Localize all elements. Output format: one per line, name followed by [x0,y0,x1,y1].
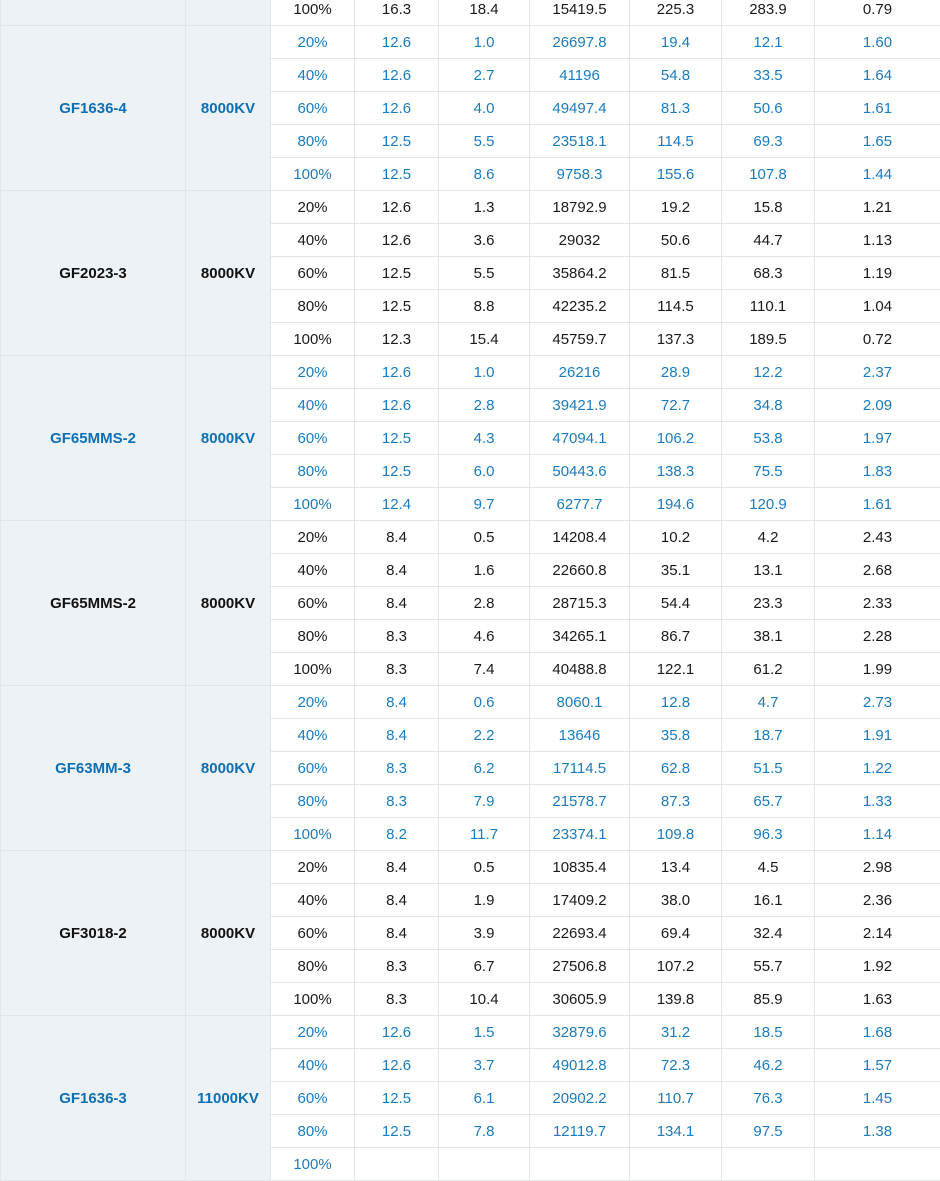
power-cell: 46.2 [722,1049,815,1082]
power-cell: 12.1 [722,26,815,59]
throttle-cell: 40% [271,1049,355,1082]
efficiency-cell: 1.13 [815,224,940,257]
thrust-cell: 139.8 [630,983,722,1016]
efficiency-cell: 1.33 [815,785,940,818]
throttle-cell: 20% [271,191,355,224]
efficiency-cell: 2.43 [815,521,940,554]
power-cell: 4.7 [722,686,815,719]
current-cell: 18.4 [439,0,530,26]
thrust-cell: 72.3 [630,1049,722,1082]
thrust-cell: 28.9 [630,356,722,389]
thrust-cell: 87.3 [630,785,722,818]
voltage-cell: 12.3 [355,323,439,356]
throttle-cell: 40% [271,224,355,257]
rpm-cell: 27506.8 [530,950,630,983]
throttle-cell: 60% [271,422,355,455]
efficiency-cell: 1.97 [815,422,940,455]
efficiency-cell [815,1148,940,1181]
efficiency-cell: 1.63 [815,983,940,1016]
efficiency-cell: 2.98 [815,851,940,884]
power-cell: 53.8 [722,422,815,455]
power-cell: 50.6 [722,92,815,125]
voltage-cell: 12.6 [355,191,439,224]
table-row [1,1016,940,1049]
power-cell: 96.3 [722,818,815,851]
model-cell: GF1636-4 [1,26,186,191]
efficiency-cell: 1.44 [815,158,940,191]
current-cell: 2.8 [439,587,530,620]
rpm-cell: 28715.3 [530,587,630,620]
power-cell: 34.8 [722,389,815,422]
table-row [1,521,940,554]
voltage-cell: 8.3 [355,983,439,1016]
throttle-cell: 80% [271,620,355,653]
current-cell: 1.0 [439,356,530,389]
efficiency-cell: 1.60 [815,26,940,59]
thrust-cell: 122.1 [630,653,722,686]
efficiency-cell: 1.21 [815,191,940,224]
throttle-cell: 20% [271,686,355,719]
rpm-cell: 12119.7 [530,1115,630,1148]
model-cell: GF3018-2 [1,851,186,1016]
voltage-cell: 8.4 [355,686,439,719]
throttle-cell: 40% [271,59,355,92]
power-cell: 12.2 [722,356,815,389]
throttle-cell: 60% [271,1082,355,1115]
current-cell: 3.7 [439,1049,530,1082]
voltage-cell: 12.6 [355,356,439,389]
efficiency-cell: 1.91 [815,719,940,752]
efficiency-cell: 2.28 [815,620,940,653]
throttle-cell: 100% [271,653,355,686]
rpm-cell: 15419.5 [530,0,630,26]
efficiency-cell: 1.61 [815,488,940,521]
power-cell: 107.8 [722,158,815,191]
efficiency-cell: 0.79 [815,0,940,26]
rpm-cell: 29032 [530,224,630,257]
throttle-cell: 60% [271,92,355,125]
current-cell: 2.2 [439,719,530,752]
power-cell: 65.7 [722,785,815,818]
voltage-cell: 8.3 [355,653,439,686]
current-cell: 0.5 [439,521,530,554]
throttle-cell: 80% [271,125,355,158]
thrust-cell: 134.1 [630,1115,722,1148]
power-cell [722,1148,815,1181]
table-body [1,0,940,1181]
current-cell [439,1148,530,1181]
current-cell: 8.8 [439,290,530,323]
current-cell: 0.5 [439,851,530,884]
efficiency-cell: 1.99 [815,653,940,686]
rpm-cell [530,1148,630,1181]
voltage-cell: 12.6 [355,1016,439,1049]
power-cell: 97.5 [722,1115,815,1148]
voltage-cell: 8.4 [355,851,439,884]
power-cell: 4.5 [722,851,815,884]
rpm-cell: 23518.1 [530,125,630,158]
rpm-cell: 20902.2 [530,1082,630,1115]
current-cell: 1.6 [439,554,530,587]
thrust-cell: 69.4 [630,917,722,950]
current-cell: 1.5 [439,1016,530,1049]
kv-cell: 8000KV [186,851,271,1016]
voltage-cell: 8.4 [355,884,439,917]
kv-cell: 11000KV [186,1016,271,1181]
current-cell: 2.7 [439,59,530,92]
current-cell: 4.6 [439,620,530,653]
current-cell: 4.3 [439,422,530,455]
throttle-cell: 100% [271,983,355,1016]
efficiency-cell: 1.83 [815,455,940,488]
thrust-cell: 19.2 [630,191,722,224]
throttle-cell: 40% [271,719,355,752]
power-cell: 120.9 [722,488,815,521]
efficiency-cell: 2.09 [815,389,940,422]
thrust-cell [630,1148,722,1181]
efficiency-cell: 1.65 [815,125,940,158]
voltage-cell: 8.4 [355,587,439,620]
thrust-cell: 110.7 [630,1082,722,1115]
power-cell: 15.8 [722,191,815,224]
thrust-cell: 81.5 [630,257,722,290]
power-cell: 38.1 [722,620,815,653]
kv-cell: 8000KV [186,686,271,851]
power-cell: 18.7 [722,719,815,752]
voltage-cell: 8.2 [355,818,439,851]
thrust-cell: 155.6 [630,158,722,191]
voltage-cell: 12.6 [355,1049,439,1082]
efficiency-cell: 2.14 [815,917,940,950]
kv-cell: 8000KV [186,26,271,191]
thrust-cell: 10.2 [630,521,722,554]
thrust-cell: 106.2 [630,422,722,455]
thrust-cell: 81.3 [630,92,722,125]
thrust-cell: 35.1 [630,554,722,587]
rpm-cell: 17114.5 [530,752,630,785]
rpm-cell: 40488.8 [530,653,630,686]
table-row [1,686,940,719]
power-cell: 189.5 [722,323,815,356]
efficiency-cell: 2.37 [815,356,940,389]
rpm-cell: 41196 [530,59,630,92]
throttle-cell: 40% [271,554,355,587]
voltage-cell: 12.5 [355,257,439,290]
table-row [1,0,940,26]
rpm-cell: 13646 [530,719,630,752]
rpm-cell: 22660.8 [530,554,630,587]
efficiency-cell: 0.72 [815,323,940,356]
thrust-cell: 225.3 [630,0,722,26]
throttle-cell: 100% [271,158,355,191]
efficiency-cell: 2.68 [815,554,940,587]
voltage-cell: 12.5 [355,158,439,191]
table-row [1,356,940,389]
efficiency-cell: 1.61 [815,92,940,125]
rpm-cell: 26216 [530,356,630,389]
efficiency-cell: 1.68 [815,1016,940,1049]
thrust-cell: 19.4 [630,26,722,59]
thrust-cell: 31.2 [630,1016,722,1049]
throttle-cell: 60% [271,257,355,290]
voltage-cell: 16.3 [355,0,439,26]
thrust-cell: 107.2 [630,950,722,983]
throttle-cell: 20% [271,26,355,59]
power-cell: 33.5 [722,59,815,92]
rpm-cell: 34265.1 [530,620,630,653]
thrust-cell: 138.3 [630,455,722,488]
efficiency-cell: 1.92 [815,950,940,983]
rpm-cell: 26697.8 [530,26,630,59]
model-cell: GF65MMS-2 [1,356,186,521]
model-cell: GF1636-3 [1,1016,186,1181]
voltage-cell: 12.6 [355,389,439,422]
table-row [1,851,940,884]
power-cell: 4.2 [722,521,815,554]
voltage-cell: 8.4 [355,719,439,752]
rpm-cell: 10835.4 [530,851,630,884]
throttle-cell: 80% [271,290,355,323]
efficiency-cell: 1.38 [815,1115,940,1148]
thrust-cell: 13.4 [630,851,722,884]
rpm-cell: 32879.6 [530,1016,630,1049]
current-cell: 7.8 [439,1115,530,1148]
rpm-cell: 21578.7 [530,785,630,818]
thrust-cell: 114.5 [630,125,722,158]
rpm-cell: 35864.2 [530,257,630,290]
current-cell: 7.4 [439,653,530,686]
efficiency-cell: 1.19 [815,257,940,290]
voltage-cell: 12.6 [355,59,439,92]
throttle-cell: 20% [271,521,355,554]
throttle-cell: 100% [271,818,355,851]
current-cell: 6.1 [439,1082,530,1115]
thrust-cell: 86.7 [630,620,722,653]
power-cell: 75.5 [722,455,815,488]
rpm-cell: 39421.9 [530,389,630,422]
power-cell: 76.3 [722,1082,815,1115]
throttle-cell: 80% [271,455,355,488]
current-cell: 3.9 [439,917,530,950]
thrust-cell: 62.8 [630,752,722,785]
thrust-cell: 137.3 [630,323,722,356]
current-cell: 8.6 [439,158,530,191]
efficiency-cell: 1.04 [815,290,940,323]
power-cell: 44.7 [722,224,815,257]
kv-cell [186,0,271,26]
rpm-cell: 18792.9 [530,191,630,224]
efficiency-cell: 1.57 [815,1049,940,1082]
rpm-cell: 9758.3 [530,158,630,191]
thrust-cell: 38.0 [630,884,722,917]
voltage-cell: 12.5 [355,422,439,455]
thrust-cell: 114.5 [630,290,722,323]
power-cell: 16.1 [722,884,815,917]
voltage-cell: 12.5 [355,290,439,323]
model-cell: GF65MMS-2 [1,521,186,686]
current-cell: 15.4 [439,323,530,356]
voltage-cell [355,1148,439,1181]
thrust-cell: 35.8 [630,719,722,752]
thrust-cell: 72.7 [630,389,722,422]
current-cell: 1.3 [439,191,530,224]
voltage-cell: 12.6 [355,26,439,59]
model-cell: GF63MM-3 [1,686,186,851]
rpm-cell: 14208.4 [530,521,630,554]
power-cell: 55.7 [722,950,815,983]
rpm-cell: 45759.7 [530,323,630,356]
current-cell: 1.0 [439,26,530,59]
current-cell: 5.5 [439,257,530,290]
current-cell: 6.0 [439,455,530,488]
table-row [1,26,940,59]
throttle-cell: 100% [271,323,355,356]
voltage-cell: 8.4 [355,521,439,554]
efficiency-cell: 2.36 [815,884,940,917]
power-cell: 283.9 [722,0,815,26]
voltage-cell: 8.3 [355,620,439,653]
voltage-cell: 12.4 [355,488,439,521]
voltage-cell: 8.3 [355,785,439,818]
rpm-cell: 6277.7 [530,488,630,521]
current-cell: 10.4 [439,983,530,1016]
throttle-cell: 80% [271,1115,355,1148]
current-cell: 3.6 [439,224,530,257]
current-cell: 6.7 [439,950,530,983]
rpm-cell: 17409.2 [530,884,630,917]
voltage-cell: 12.5 [355,1115,439,1148]
power-cell: 32.4 [722,917,815,950]
throttle-cell: 100% [271,0,355,26]
voltage-cell: 12.6 [355,224,439,257]
voltage-cell: 8.4 [355,917,439,950]
rpm-cell: 42235.2 [530,290,630,323]
power-cell: 85.9 [722,983,815,1016]
voltage-cell: 8.3 [355,950,439,983]
voltage-cell: 12.6 [355,92,439,125]
power-cell: 51.5 [722,752,815,785]
throttle-cell: 60% [271,587,355,620]
rpm-cell: 23374.1 [530,818,630,851]
efficiency-cell: 2.33 [815,587,940,620]
efficiency-cell: 1.64 [815,59,940,92]
power-cell: 110.1 [722,290,815,323]
model-cell: GF2023-3 [1,191,186,356]
throttle-cell: 60% [271,752,355,785]
power-cell: 23.3 [722,587,815,620]
current-cell: 4.0 [439,92,530,125]
throttle-cell: 40% [271,389,355,422]
thrust-cell: 109.8 [630,818,722,851]
voltage-cell: 8.3 [355,752,439,785]
kv-cell: 8000KV [186,521,271,686]
current-cell: 11.7 [439,818,530,851]
throttle-cell: 20% [271,851,355,884]
current-cell: 6.2 [439,752,530,785]
power-cell: 68.3 [722,257,815,290]
throttle-cell: 80% [271,785,355,818]
efficiency-cell: 2.73 [815,686,940,719]
efficiency-cell: 1.14 [815,818,940,851]
power-cell: 13.1 [722,554,815,587]
voltage-cell: 8.4 [355,554,439,587]
throttle-cell: 100% [271,1148,355,1181]
power-cell: 69.3 [722,125,815,158]
throttle-cell: 20% [271,1016,355,1049]
throttle-cell: 100% [271,488,355,521]
current-cell: 9.7 [439,488,530,521]
voltage-cell: 12.5 [355,455,439,488]
current-cell: 0.6 [439,686,530,719]
thrust-cell: 54.4 [630,587,722,620]
rpm-cell: 8060.1 [530,686,630,719]
current-cell: 2.8 [439,389,530,422]
table-row [1,191,940,224]
thrust-cell: 50.6 [630,224,722,257]
thrust-cell: 12.8 [630,686,722,719]
kv-cell: 8000KV [186,356,271,521]
voltage-cell: 12.5 [355,1082,439,1115]
voltage-cell: 12.5 [355,125,439,158]
thrust-cell: 194.6 [630,488,722,521]
throttle-cell: 60% [271,917,355,950]
thrust-cell: 54.8 [630,59,722,92]
rpm-cell: 47094.1 [530,422,630,455]
rpm-cell: 49012.8 [530,1049,630,1082]
model-cell [1,0,186,26]
current-cell: 7.9 [439,785,530,818]
power-cell: 61.2 [722,653,815,686]
current-cell: 1.9 [439,884,530,917]
throttle-cell: 80% [271,950,355,983]
rpm-cell: 22693.4 [530,917,630,950]
throttle-cell: 20% [271,356,355,389]
current-cell: 5.5 [439,125,530,158]
throttle-cell: 40% [271,884,355,917]
efficiency-cell: 1.45 [815,1082,940,1115]
rpm-cell: 50443.6 [530,455,630,488]
rpm-cell: 30605.9 [530,983,630,1016]
power-cell: 18.5 [722,1016,815,1049]
kv-cell: 8000KV [186,191,271,356]
rpm-cell: 49497.4 [530,92,630,125]
efficiency-cell: 1.22 [815,752,940,785]
